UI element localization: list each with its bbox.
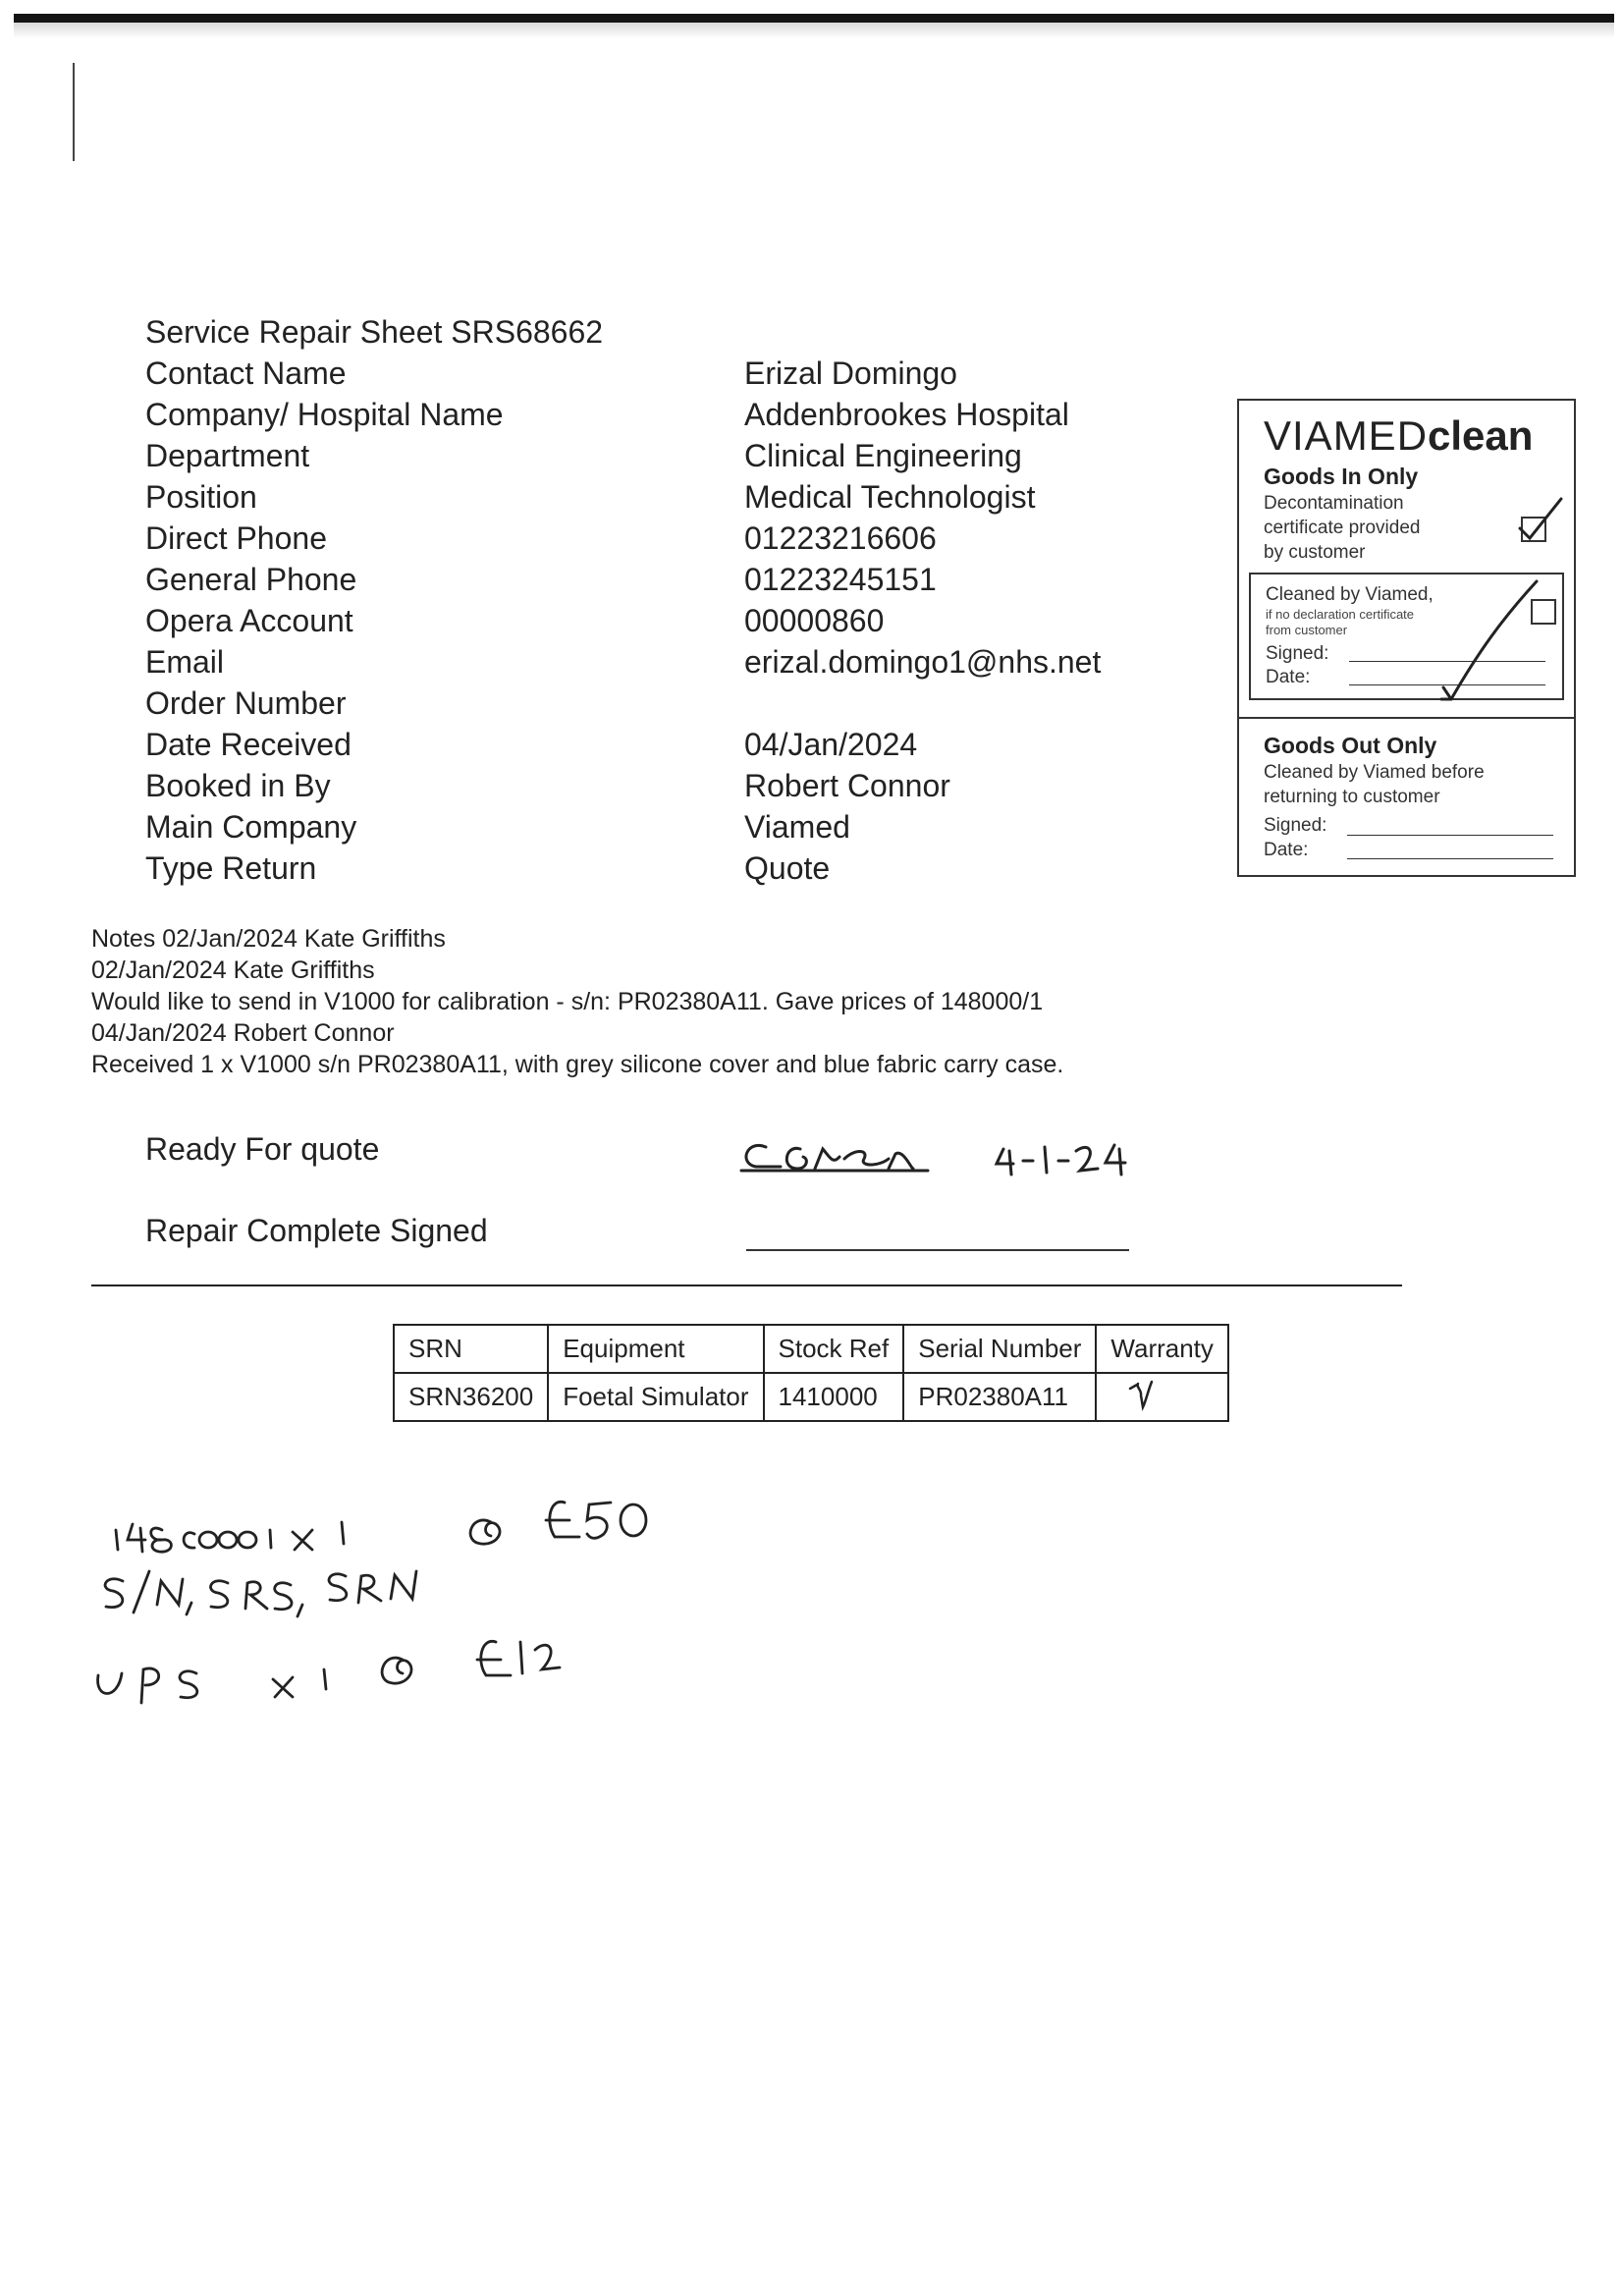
- field-label: Opera Account: [145, 603, 353, 638]
- field-value: erizal.domingo1@nhs.net: [744, 644, 1102, 680]
- col-header-srn: SRN: [394, 1325, 548, 1373]
- field-label: General Phone: [145, 562, 357, 597]
- note-line: Received 1 x V1000 s/n PR02380A11, with grey silicone cover and blue fabric carry case.: [91, 1051, 1064, 1078]
- goods-out-text-2: returning to customer: [1264, 787, 1440, 807]
- goods-out-heading: Goods Out Only: [1264, 733, 1437, 758]
- goods-out-signed-label: Signed:: [1264, 815, 1327, 836]
- field-label: Direct Phone: [145, 520, 327, 556]
- cleaned-date-label: Date:: [1266, 667, 1311, 687]
- page-title: Service Repair Sheet SRS68662: [145, 314, 604, 350]
- repair-complete-label: Repair Complete Signed: [145, 1213, 488, 1248]
- field-value: Viamed: [744, 809, 850, 845]
- cleaned-title: Cleaned by Viamed,: [1266, 584, 1434, 605]
- goods-in-text-1: Decontamination: [1264, 493, 1404, 514]
- col-header-serial-number: Serial Number: [903, 1325, 1096, 1373]
- goods-out-text-1: Cleaned by Viamed before: [1264, 762, 1485, 783]
- note-line: 02/Jan/2024 Kate Griffiths: [91, 957, 375, 984]
- field-label: Position: [145, 479, 257, 515]
- goods-in-text-3: by customer: [1264, 542, 1366, 563]
- field-label: Company/ Hospital Name: [145, 397, 504, 432]
- cell-equipment: Foetal Simulator: [548, 1373, 763, 1421]
- viamed-clean-logo: VIAMEDclean: [1264, 412, 1534, 459]
- note-line: 04/Jan/2024 Robert Connor: [91, 1019, 395, 1047]
- ready-signature: [741, 1145, 1125, 1175]
- goods-out-date-label: Date:: [1264, 840, 1309, 860]
- field-value: 04/Jan/2024: [744, 727, 918, 762]
- field-value: Addenbrookes Hospital: [744, 397, 1069, 432]
- cell-serial-number: PR02380A11: [903, 1373, 1096, 1421]
- col-header-warranty: Warranty: [1096, 1325, 1228, 1373]
- field-value: 01223245151: [744, 562, 937, 597]
- handwritten-line-2: [105, 1571, 416, 1616]
- field-value: Robert Connor: [744, 768, 950, 803]
- field-label: Date Received: [145, 727, 352, 762]
- cell-srn: SRN36200: [394, 1373, 548, 1421]
- field-label: Booked in By: [145, 768, 331, 803]
- goods-in-text-2: certificate provided: [1264, 518, 1421, 538]
- cleaned-signed-label: Signed:: [1266, 643, 1329, 664]
- ready-for-quote-label: Ready For quote: [145, 1131, 380, 1167]
- field-value: Quote: [744, 850, 831, 886]
- handwritten-line-3: [98, 1641, 560, 1703]
- field-label: Main Company: [145, 809, 357, 845]
- field-value: 01223216606: [744, 520, 937, 556]
- cleaned-note-1: if no declaration certificate: [1266, 607, 1415, 622]
- field-label: Order Number: [145, 685, 347, 721]
- col-header-stock-ref: Stock Ref: [764, 1325, 904, 1373]
- note-line: Notes 02/Jan/2024 Kate Griffiths: [91, 925, 446, 953]
- col-header-equipment: Equipment: [548, 1325, 763, 1373]
- cleaned-note-2: from customer: [1266, 623, 1348, 637]
- field-label: Email: [145, 644, 225, 680]
- field-label: Contact Name: [145, 355, 347, 391]
- note-line: Would like to send in V1000 for calibration - s/n: PR02380A11. Gave prices of 148000/1: [91, 988, 1044, 1015]
- field-value: Medical Technologist: [744, 479, 1036, 515]
- field-label: Type Return: [145, 850, 317, 886]
- goods-in-heading: Goods In Only: [1264, 464, 1419, 489]
- field-label: Department: [145, 438, 310, 473]
- field-value: Clinical Engineering: [744, 438, 1022, 473]
- field-value: Erizal Domingo: [744, 355, 957, 391]
- cell-stock-ref: 1410000: [764, 1373, 904, 1421]
- handwritten-line-1: [116, 1502, 646, 1552]
- field-value: 00000860: [744, 603, 885, 638]
